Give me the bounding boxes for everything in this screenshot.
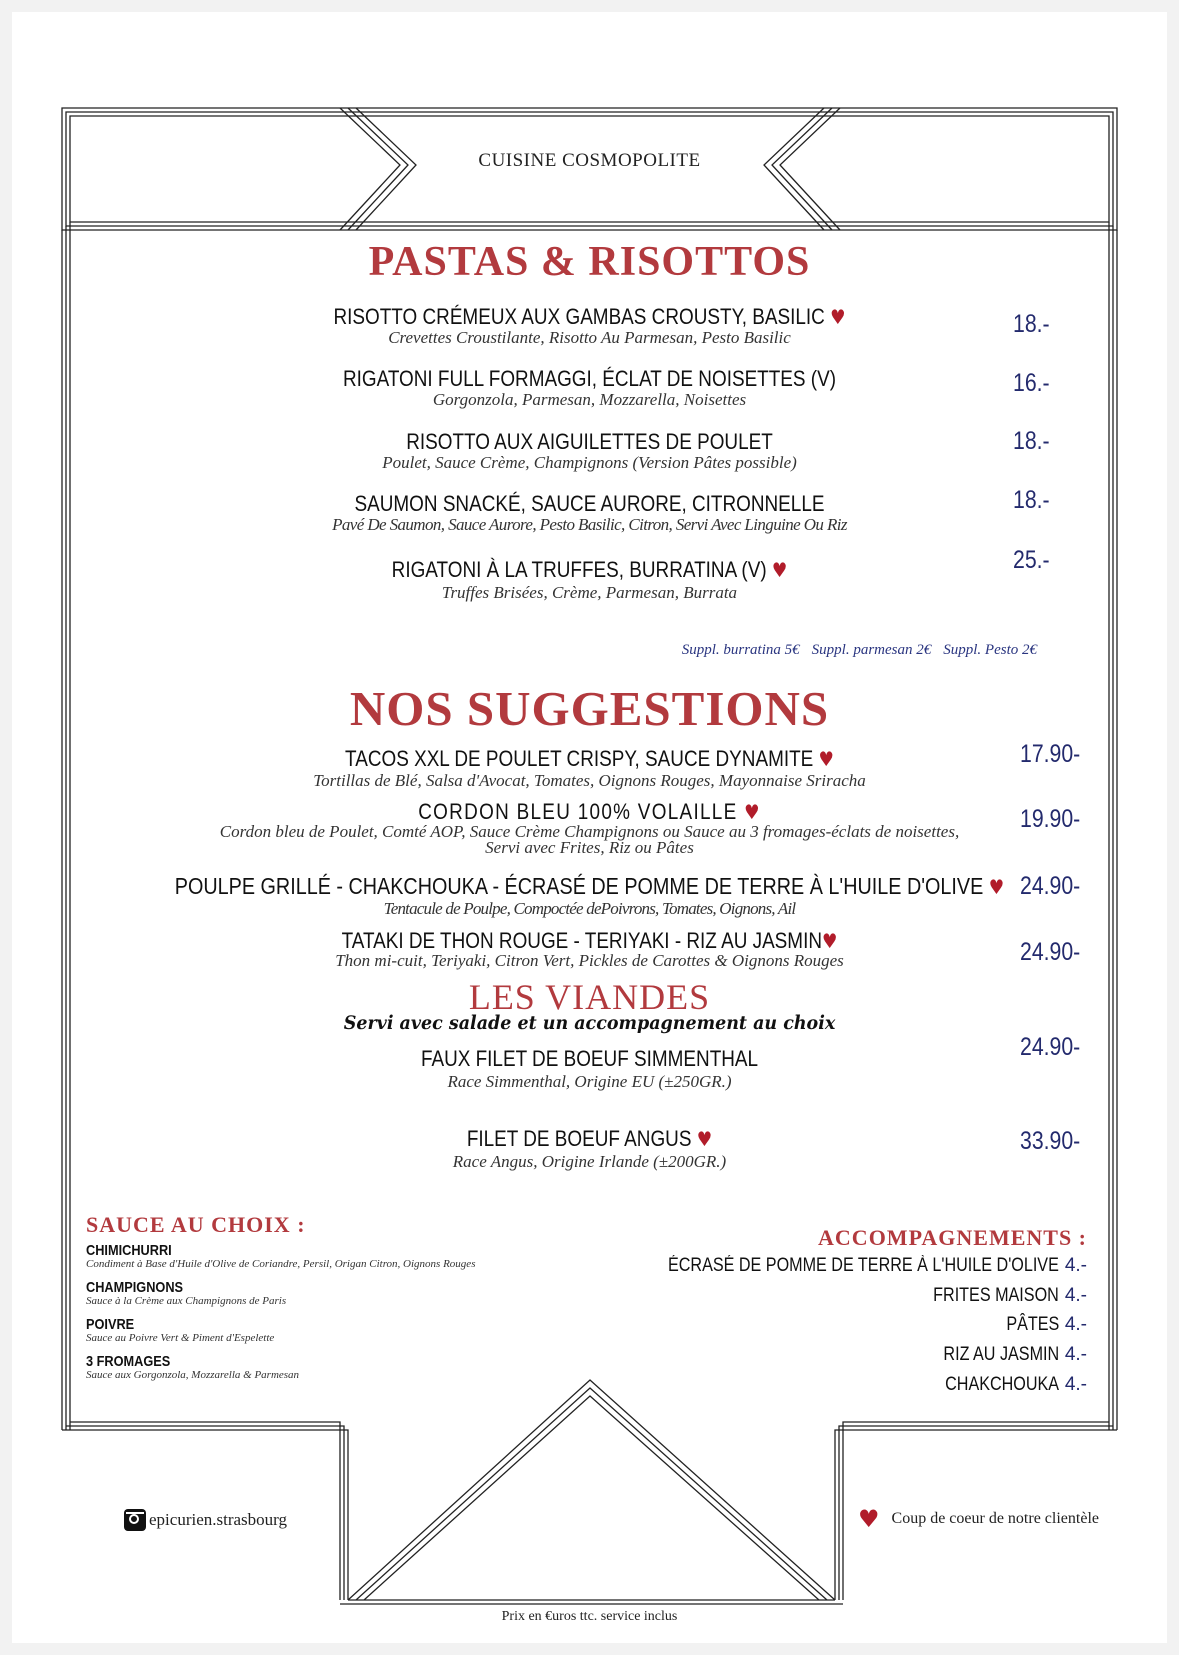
instagram-icon xyxy=(124,1509,146,1531)
heart-icon: ♥ xyxy=(771,558,788,582)
instagram-handle[interactable] xyxy=(124,1509,287,1531)
dish-price: 25.- xyxy=(1013,546,1050,574)
heart-icon: ♥ xyxy=(858,1505,880,1533)
dish-desc: Cordon bleu de Poulet, Comté AOP, Sauce Crème Champignons ou Sauce au 3 fromages-éclats de noisettes, xyxy=(219,822,960,841)
dish-name: POULPE GRILLÉ - CHAKCHOUKA - ÉCRASÉ DE POMME DE TERRE À L'HUILE D'OLIVE ♥ xyxy=(174,873,1005,899)
viandes-subtitle: Servi avec salade et un accompagnement au choix xyxy=(343,1012,836,1034)
sauce-desc: Sauce au Poivre Vert & Piment d'Espelette xyxy=(86,1332,275,1344)
accompagnement-item: PÂTES 4.- xyxy=(1005,1314,1087,1335)
dish-desc-line2: Servi avec Frites, Riz ou Pâtes xyxy=(485,838,694,857)
dish-name: RIGATONI FULL FORMAGGI, ÉCLAT DE NOISETTES (V) xyxy=(342,366,837,391)
dish-name: TACOS XXL DE POULET CRISPY, SAUCE DYNAMITE ♥ xyxy=(345,746,834,771)
section-title-pastas: PASTAS & RISOTTOS xyxy=(368,239,811,285)
dish-price: 16.- xyxy=(1013,369,1050,397)
sauce-item xyxy=(86,1316,274,1344)
sauce-name: POIVRE xyxy=(86,1316,135,1333)
header-title: CUISINE COSMOPOLITE xyxy=(478,150,701,171)
dish-price: 33.90- xyxy=(1020,1127,1081,1155)
dish-name: CORDON BLEU 100% VOLAILLE ♥ xyxy=(418,799,761,824)
heart-icon: ♥ xyxy=(821,929,838,953)
sauce-name: CHIMICHURRI xyxy=(86,1242,172,1259)
accompagnement-item: FRITES MAISON 4.- xyxy=(933,1285,1087,1306)
heart-icon: ♥ xyxy=(744,800,761,824)
accompagnement-item: ÉCRASÉ DE POMME DE TERRE À L'HUILE D'OLIVE 4.- xyxy=(667,1255,1087,1276)
dish-name: FAUX FILET DE BOEUF SIMMENTHAL xyxy=(420,1046,759,1071)
dish-desc: Pavé De Saumon, Sauce Aurore, Pesto Basilic, Citron, Servi Avec Linguine Ou Riz xyxy=(332,515,847,534)
heart-icon: ♥ xyxy=(818,747,834,771)
sauce-name: CHAMPIGNONS xyxy=(86,1279,184,1296)
dish-desc: Truffes Brisées, Crème, Parmesan, Burrata xyxy=(441,583,738,602)
section-title-viandes: LES VIANDES xyxy=(468,977,711,1017)
accompagnement-item: RIZ AU JASMIN 4.- xyxy=(943,1344,1087,1365)
dish-name: FILET DE BOEUF ANGUS ♥ xyxy=(466,1126,713,1151)
dish-name: SAUMON SNACKÉ, SAUCE AURORE, CITRONNELLE xyxy=(354,491,825,516)
suppl-item: Suppl. Pesto 2€ xyxy=(943,642,1037,658)
dish-desc: Tentacule de Poulpe, Compoctée dePoivrons, Tomates, Oignons, Ail xyxy=(383,899,796,918)
dish-price: 19.90- xyxy=(1020,805,1081,833)
sauce-name: 3 FROMAGES xyxy=(86,1353,171,1370)
dish-price: 18.- xyxy=(1013,486,1050,514)
dish-desc: Poulet, Sauce Crème, Champignons (Version Pâtes possible) xyxy=(382,453,797,472)
dish-name: RISOTTO CRÉMEUX AUX GAMBAS CROUSTY, BASILIC ♥ xyxy=(333,304,846,329)
sauce-title: SAUCE AU CHOIX : xyxy=(86,1212,306,1237)
sauce-desc: Sauce à la Crème aux Champignons de Paris xyxy=(86,1295,287,1307)
heart-icon: ♥ xyxy=(830,305,846,329)
dish-name: RISOTTO AUX AIGUILETTES DE POULET xyxy=(406,429,773,454)
dish-desc: Tortillas de Blé, Salsa d'Avocat, Tomates, Oignons Rouges, Mayonnaise Sriracha xyxy=(313,771,866,790)
dish-price: 24.90- xyxy=(1020,872,1081,900)
dish-price: 18.- xyxy=(1013,310,1050,338)
dish-name: RIGATONI À LA TRUFFES, BURRATINA (V) ♥ xyxy=(391,557,788,582)
dish-desc: Crevettes Croustilante, Risotto Au Parmesan, Pesto Basilic xyxy=(388,328,791,347)
heart-icon: ♥ xyxy=(988,875,1005,899)
footer-note: Prix en €uros ttc. service inclus xyxy=(501,1609,678,1624)
instagram-text: epicurien.strasbourg xyxy=(149,1510,288,1529)
dish-desc: Race Simmenthal, Origine EU (±250GR.) xyxy=(447,1072,732,1091)
section-title-suggestions: NOS SUGGESTIONS xyxy=(349,681,830,736)
sauce-desc: Sauce aux Gorgonzola, Mozzarella & Parmesan xyxy=(86,1369,300,1381)
dish-price: 24.90- xyxy=(1020,938,1081,966)
dish-price: 24.90- xyxy=(1020,1033,1081,1061)
legend-text: Coup de coeur de notre clientèle xyxy=(891,1510,1099,1527)
dish-price: 17.90- xyxy=(1020,740,1081,768)
sauce-item xyxy=(86,1279,286,1307)
suppl-item: Suppl. parmesan 2€ xyxy=(811,642,932,658)
dish-desc: Gorgonzola, Parmesan, Mozzarella, Noisettes xyxy=(432,390,747,409)
suppl-item: Suppl. burratina 5€ xyxy=(681,642,800,658)
legend xyxy=(858,1505,1099,1533)
supplements xyxy=(670,642,1037,659)
sauce-desc: Condiment à Base d'Huile d'Olive de Coriandre, Persil, Origan Citron, Oignons Rouges xyxy=(86,1258,476,1270)
accompagnement-item: CHAKCHOUKA 4.- xyxy=(944,1374,1087,1395)
accompagnements-title: ACCOMPAGNEMENTS : xyxy=(818,1225,1087,1250)
dish-desc: Race Angus, Origine Irlande (±200GR.) xyxy=(452,1152,727,1171)
heart-icon: ♥ xyxy=(696,1127,713,1151)
sauce-item xyxy=(86,1353,299,1381)
sauce-item xyxy=(86,1242,475,1270)
dish-name: TATAKI DE THON ROUGE - TERIYAKI - RIZ AU JASMIN♥ xyxy=(341,928,838,953)
dish-price: 18.- xyxy=(1013,427,1050,455)
dish-desc: Thon mi-cuit, Teriyaki, Citron Vert, Pickles de Carottes & Oignons Rouges xyxy=(335,951,844,970)
